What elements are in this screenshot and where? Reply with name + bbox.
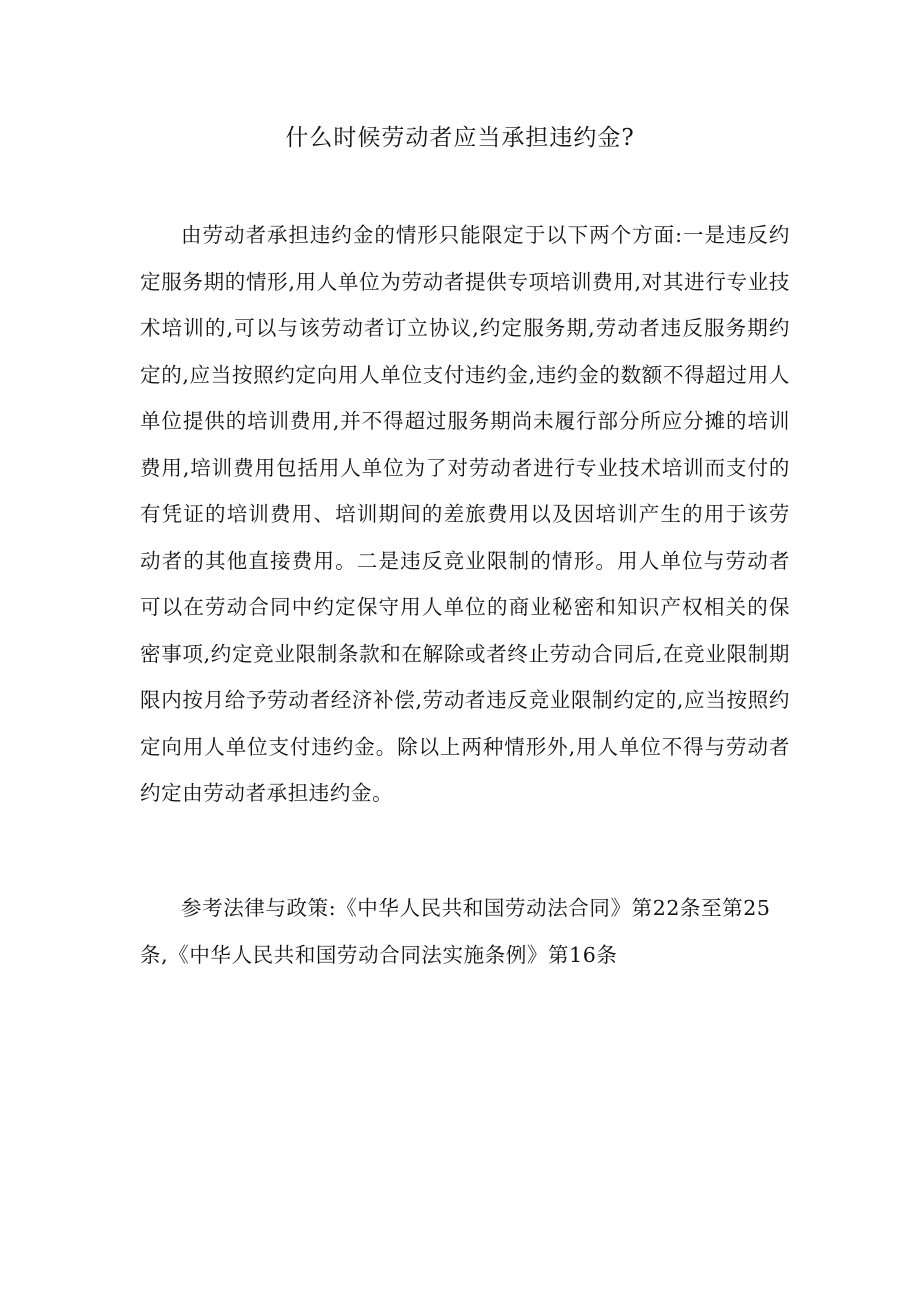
body-paragraph: 由劳动者承担违约金的情形只能限定于以下两个方面:一是违反约定服务期的情形,用人单位为劳动者提供专项培训费用,对其进行专业技术培训的,可以与该劳动者订立协议,约定服务期,劳动者违反服务期约定的,应当按照约定向用人单位支付违约金,违约金的数额不得超过用人单位提供的培训费用,并不得超过服务期尚未履行部分所应分摊的培训费用,培训费用包括用人单位为了对劳动者进行专业技术培训而支付的有凭证的培训费用、培训期间的差旅费用以及因培训产生的用于该劳动者的其他直接费用。二是违反竞业限制的情形。用人单位与劳动者可以在劳动合同中约定保守用人单位的商业秘密和知识产权相关的保密事项,约定竞业限制条款和在解除或者终止劳动合同后,在竞业限制期限内按月给予劳动者经济补偿,劳动者违反竞业限制约定的,应当按照约定向用人单位支付违约金。除以上两种情形外,用人单位不得与劳动者约定由劳动者承担违约金。 bbox=[140, 223, 790, 805]
reference-paragraph: 参考法律与政策:《中华人民共和国劳动法合同》第22条至第25条,《中华人民共和国劳动合同法实施条例》第16条 bbox=[140, 896, 771, 967]
document-title: 什么时候劳动者应当承担违约金? bbox=[285, 125, 635, 151]
